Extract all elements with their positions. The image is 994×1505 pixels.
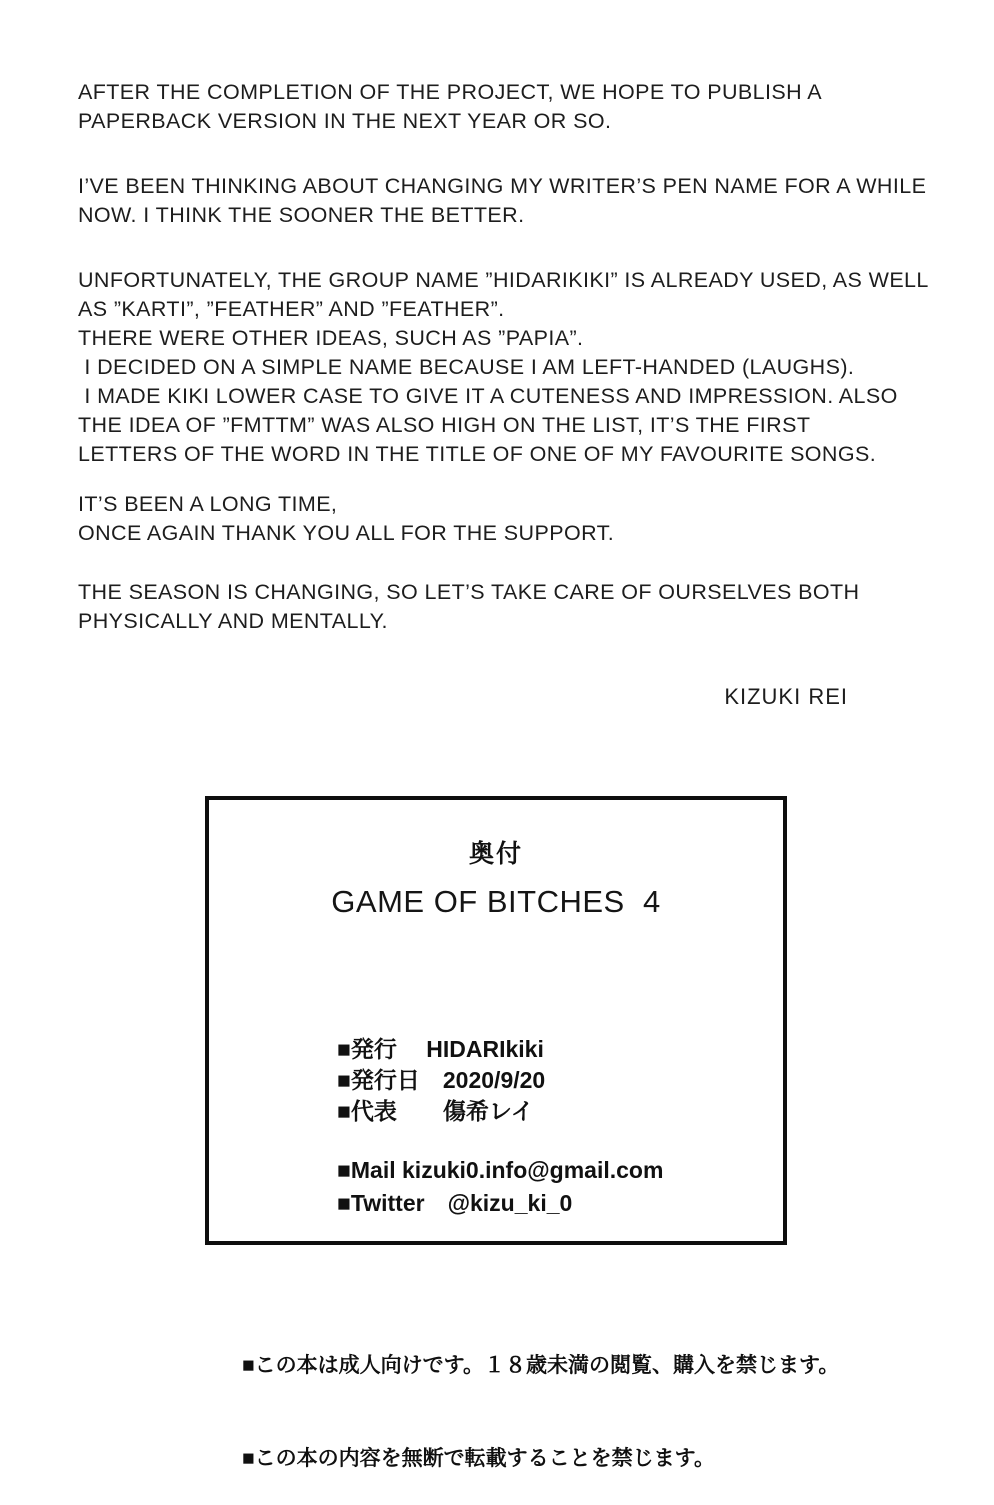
author-signature: KIZUKI REI: [724, 684, 848, 709]
afterword-line: IT’S BEEN A LONG TIME,: [78, 492, 338, 516]
afterword-paragraph-4: [78, 490, 938, 548]
publish-date-line: ■発行日 2020/9/20: [337, 1067, 546, 1093]
afterword-line: AFTER THE COMPLETION OF THE PROJECT, WE HOPE TO PUBLISH A: [78, 80, 822, 104]
afterword-line: NOW. I THINK THE SOONER THE BETTER.: [78, 203, 525, 227]
adult-notice: ■この本は成人向けです。１８歳未満の閲覧、購入を禁じます。: [242, 1354, 840, 1377]
afterword-line: THERE WERE OTHER IDEAS, SUCH AS ”PAPIA”.: [78, 326, 584, 350]
afterword-line: PHYSICALLY AND MENTALLY.: [78, 609, 388, 633]
colophon-details: [337, 1034, 545, 1127]
afterword-line: THE IDEA OF ”FMTTM” WAS ALSO HIGH ON THE LIST, IT’S THE FIRST: [78, 413, 811, 437]
twitter-line: ■Twitter @kizu_ki_0: [337, 1190, 573, 1216]
colophon-box: [205, 796, 787, 1245]
afterword-paragraph-2: [78, 172, 938, 230]
afterword-line: I MADE KIKI LOWER CASE TO GIVE IT A CUTENESS AND IMPRESSION. ALSO: [78, 384, 898, 408]
afterword-line: LETTERS OF THE WORD IN THE TITLE OF ONE OF MY FAVOURITE SONGS.: [78, 442, 877, 466]
reprint-notice: ■この本の内容を無断で転載することを禁じます。: [242, 1447, 716, 1470]
afterword-paragraph-1: [78, 78, 938, 136]
afterword-line: UNFORTUNATELY, THE GROUP NAME ”HIDARIKIKI” IS ALREADY USED, AS WELL: [78, 268, 929, 292]
representative-line: ■代表 傷希レイ: [337, 1098, 534, 1124]
afterword-line: PAPERBACK VERSION IN THE NEXT YEAR OR SO.: [78, 109, 612, 133]
afterword-paragraph-3: [78, 266, 938, 469]
mail-line: ■Mail kizuki0.info@gmail.com: [337, 1157, 664, 1183]
afterword-paragraph-5: [78, 578, 938, 636]
afterword-line: AS ”KARTI”, ”FEATHER” AND ”FEATHER”.: [78, 297, 505, 321]
publisher-line: ■発行 HIDARIkiki: [337, 1036, 544, 1062]
legal-notices: [242, 1288, 839, 1505]
afterword-line: I DECIDED ON A SIMPLE NAME BECAUSE I AM LEFT-HANDED (LAUGHS).: [78, 355, 855, 379]
afterword-line: ONCE AGAIN THANK YOU ALL FOR THE SUPPORT.: [78, 521, 615, 545]
afterword-line: I’VE BEEN THINKING ABOUT CHANGING MY WRITER’S PEN NAME FOR A WHILE: [78, 174, 927, 198]
colophon-contacts: [337, 1154, 663, 1220]
colophon-heading: 奥付: [468, 840, 523, 868]
book-title: GAME OF BITCHES 4: [331, 884, 661, 919]
afterword-line: THE SEASON IS CHANGING, SO LET’S TAKE CARE OF OURSELVES BOTH: [78, 580, 860, 604]
